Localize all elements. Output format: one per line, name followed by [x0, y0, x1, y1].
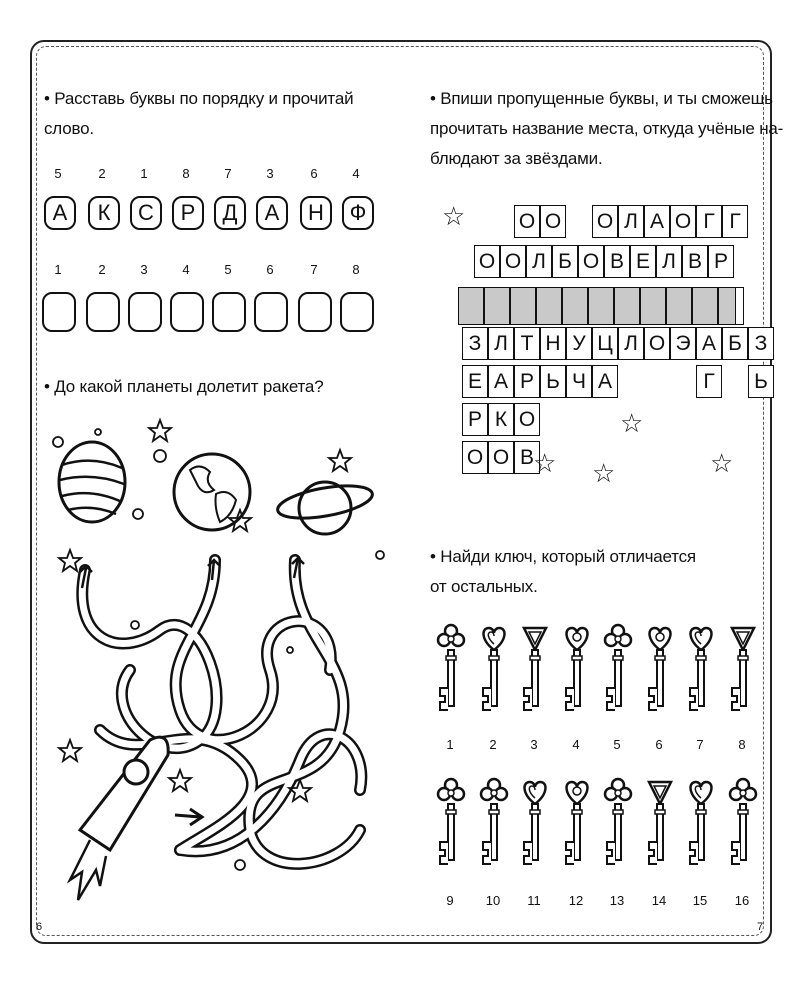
- rocket-icon: [70, 737, 168, 900]
- grid-cell: Ц: [592, 327, 618, 360]
- grid-cell: У: [566, 327, 592, 360]
- key-number: 7: [696, 737, 704, 752]
- order-number: 1: [140, 166, 148, 181]
- grid-cell: [722, 365, 748, 398]
- key-triangle-icon[interactable]: [520, 622, 550, 722]
- key-number: 9: [446, 893, 454, 908]
- order-number: 2: [98, 166, 106, 181]
- grid-cell: Б: [722, 327, 748, 360]
- key-clover-icon[interactable]: [436, 776, 466, 876]
- order-number: 5: [54, 166, 62, 181]
- grid-cell: Л: [488, 327, 514, 360]
- task3-instruction-line3: блюдают за звёздами.: [430, 149, 603, 168]
- grid-cell: Г: [696, 365, 722, 398]
- letter-tile: Д: [214, 196, 246, 230]
- key-heart-icon[interactable]: [686, 776, 716, 876]
- key-number: 8: [738, 737, 746, 752]
- key-clover-icon[interactable]: [479, 776, 509, 876]
- grid-cell: Н: [540, 327, 566, 360]
- answer-box[interactable]: [170, 292, 204, 332]
- answer-box[interactable]: [128, 292, 162, 332]
- slot-number: 4: [182, 262, 190, 277]
- answer-cell[interactable]: [692, 287, 718, 325]
- answer-box[interactable]: [340, 292, 374, 332]
- answer-cell[interactable]: [484, 287, 510, 325]
- answer-box[interactable]: [298, 292, 332, 332]
- grid-cell: З: [462, 327, 488, 360]
- grid-cell: О: [462, 441, 488, 474]
- slot-number: 5: [224, 262, 232, 277]
- answer-cell[interactable]: [458, 287, 484, 325]
- star-icon: ☆: [710, 448, 734, 478]
- grid-cell: А: [592, 365, 618, 398]
- key-number: 13: [609, 893, 625, 908]
- grid-cell: О: [578, 245, 604, 278]
- grid-cell: А: [696, 327, 722, 360]
- grid-cell: Т: [514, 327, 540, 360]
- grid-cell: В: [514, 441, 540, 474]
- order-number: 6: [310, 166, 318, 181]
- key-number: 14: [651, 893, 667, 908]
- task3-instruction-line1: • Впиши пропущенные буквы, и ты сможешь: [430, 89, 773, 108]
- key-number: 6: [655, 737, 663, 752]
- grid-cell: О: [500, 245, 526, 278]
- grid-cell: Э: [670, 327, 696, 360]
- grid-cell: [644, 365, 670, 398]
- task4-instruction-line1: • Найди ключ, который отличается: [430, 547, 696, 566]
- grid-cell: А: [644, 205, 670, 238]
- grid-cell: Л: [526, 245, 552, 278]
- key-number: 10: [485, 893, 501, 908]
- order-number: 4: [352, 166, 360, 181]
- key-clover-icon[interactable]: [603, 622, 633, 722]
- key-heart-icon[interactable]: [686, 622, 716, 722]
- grid-cell: Р: [514, 365, 540, 398]
- task4-instruction-line2: от остальных.: [430, 577, 538, 596]
- letter-tile: К: [88, 196, 120, 230]
- key-clover-icon[interactable]: [728, 776, 758, 876]
- grid-cell: О: [540, 205, 566, 238]
- key-clover-icon[interactable]: [603, 776, 633, 876]
- planet-earth-icon: [174, 454, 250, 530]
- grid-cell: Б: [552, 245, 578, 278]
- grid-cell: [618, 365, 644, 398]
- slot-number: 1: [54, 262, 62, 277]
- key-heart-icon[interactable]: [520, 776, 550, 876]
- grid-cell: О: [514, 205, 540, 238]
- key-clover-icon[interactable]: [436, 622, 466, 722]
- key-number: 3: [530, 737, 538, 752]
- answer-cell[interactable]: [588, 287, 614, 325]
- left-page-number: 6: [36, 921, 43, 933]
- letter-tile: С: [130, 196, 162, 230]
- arrow-right-icon: [175, 809, 202, 825]
- slot-number: 2: [98, 262, 106, 277]
- grid-cell: Ь: [540, 365, 566, 398]
- answer-cell[interactable]: [510, 287, 536, 325]
- grid-cell: О: [670, 205, 696, 238]
- order-number: 8: [182, 166, 190, 181]
- key-triangle-icon[interactable]: [645, 776, 675, 876]
- key-number: 5: [613, 737, 621, 752]
- key-heart-knot-icon[interactable]: [562, 622, 592, 722]
- key-number: 11: [527, 893, 541, 908]
- grid-cell: Ь: [748, 365, 774, 398]
- grid-cell: О: [644, 327, 670, 360]
- grid-cell: А: [488, 365, 514, 398]
- answer-cell[interactable]: [614, 287, 640, 325]
- grid-cell: Г: [722, 205, 748, 238]
- task3-instruction-line2: прочитать название места, откуда учёные на-: [430, 119, 784, 138]
- grid-cell: О: [474, 245, 500, 278]
- key-heart-knot-icon[interactable]: [645, 622, 675, 722]
- key-number: 12: [568, 893, 584, 908]
- grid-cell: К: [488, 403, 514, 436]
- grid-cell: О: [592, 205, 618, 238]
- answer-cell[interactable]: [562, 287, 588, 325]
- star-icon: ☆: [442, 201, 466, 231]
- answer-box[interactable]: [212, 292, 246, 332]
- grid-cell: Р: [708, 245, 734, 278]
- grid-cell: В: [682, 245, 708, 278]
- answer-cell[interactable]: [640, 287, 666, 325]
- key-triangle-icon[interactable]: [728, 622, 758, 722]
- planet-jupiter-icon: [59, 442, 125, 522]
- order-number: 3: [266, 166, 274, 181]
- letter-tile: А: [44, 196, 76, 230]
- star-icon: ☆: [592, 458, 616, 488]
- grid-cell: В: [604, 245, 630, 278]
- grid-cell: О: [514, 403, 540, 436]
- order-number: 7: [224, 166, 232, 181]
- grid-cell: Е: [462, 365, 488, 398]
- answer-cell[interactable]: [718, 287, 744, 325]
- key-heart-icon[interactable]: [479, 622, 509, 722]
- answer-cell[interactable]: [536, 287, 562, 325]
- task1-instruction-line2: слово.: [44, 119, 94, 138]
- grid-cell: [566, 205, 592, 238]
- grid-cell: З: [748, 327, 774, 360]
- grid-cell: [670, 365, 696, 398]
- answer-box[interactable]: [86, 292, 120, 332]
- rocket-maze-illustration: [40, 410, 410, 930]
- star-icon: ☆: [620, 408, 644, 438]
- grid-cell: Л: [618, 327, 644, 360]
- grid-cell: Л: [656, 245, 682, 278]
- answer-cell[interactable]: [666, 287, 692, 325]
- task1-instruction-line1: • Расставь буквы по порядку и прочитай: [44, 89, 354, 108]
- key-number: 1: [446, 737, 454, 752]
- grid-cell: Ч: [566, 365, 592, 398]
- letter-tile: Н: [300, 196, 332, 230]
- letter-tile: А: [256, 196, 288, 230]
- answer-box[interactable]: [254, 292, 288, 332]
- grid-cell: О: [488, 441, 514, 474]
- slot-number: 6: [266, 262, 274, 277]
- slot-number: 3: [140, 262, 148, 277]
- slot-number: 8: [352, 262, 360, 277]
- right-page-number: 7: [757, 921, 764, 933]
- key-number: 15: [692, 893, 708, 908]
- planet-saturn-icon: [275, 480, 374, 534]
- letter-tile: Ф: [342, 196, 374, 230]
- grid-cell: Г: [696, 205, 722, 238]
- key-number: 16: [734, 893, 750, 908]
- slot-number: 7: [310, 262, 318, 277]
- task2-instruction: • До какой планеты долетит ракета?: [44, 377, 324, 396]
- star-icon: ☆: [533, 448, 557, 478]
- letter-tile: Р: [172, 196, 204, 230]
- grid-cell: Е: [630, 245, 656, 278]
- key-heart-knot-icon[interactable]: [562, 776, 592, 876]
- grid-cell: Р: [462, 403, 488, 436]
- grid-cell: Л: [618, 205, 644, 238]
- answer-box[interactable]: [42, 292, 76, 332]
- key-number: 4: [572, 737, 580, 752]
- key-number: 2: [489, 737, 497, 752]
